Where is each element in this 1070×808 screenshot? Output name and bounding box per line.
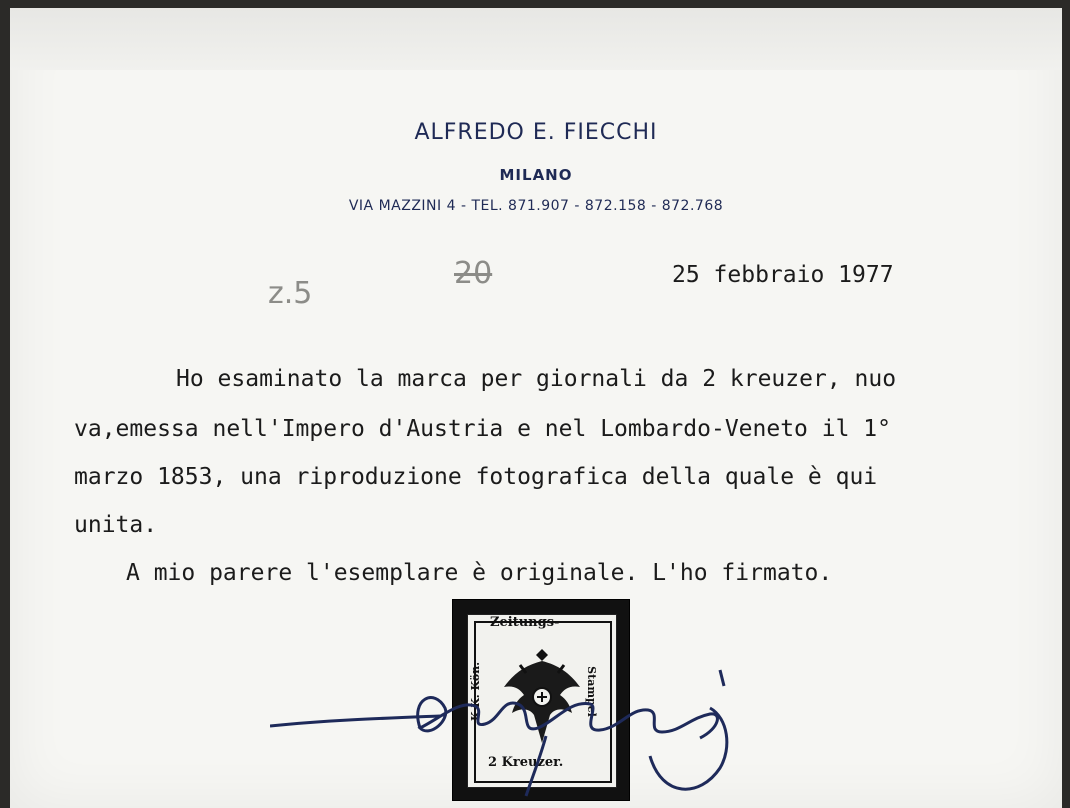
pencil-note-left: z.5 [268,276,313,311]
body-line-5: A mio parere l'esemplare è originale. L'ho firmato. [126,560,833,586]
certificate-sheet [10,8,1062,808]
body-line-2: va,emessa nell'Impero d'Austria e nel Lombardo-Veneto il 1° [74,416,891,442]
stamp-left-text: K.K. Kön. [469,661,483,722]
body-line-4: unita. [74,512,158,538]
stamp-photo [453,600,629,800]
stamp-paper [467,614,617,788]
body-line-1: Ho esaminato la marca per giornali da 2 kreuzer, nuo [176,366,897,392]
stamp-right-text: Stampel [584,666,598,717]
stamp-bottom-text: 2 Kreuzer. [488,755,564,770]
body-line-3: marzo 1853, una riproduzione fotografica della quale è qui [74,464,878,490]
letterhead-name: ALFREDO E. FIECCHI [414,120,658,145]
certificate-date: 25 febbraio 1977 [672,262,894,288]
letterhead-address: VIA MAZZINI 4 - TEL. 871.907 - 872.158 - 872.768 [348,198,724,214]
stamp-top-text: Zeitungs- [490,615,560,630]
double-eagle-icon [496,643,588,755]
paper-top-edge [10,8,1062,70]
pencil-note-crossed: 20 [454,256,493,291]
letterhead-city: MILANO [499,166,573,184]
